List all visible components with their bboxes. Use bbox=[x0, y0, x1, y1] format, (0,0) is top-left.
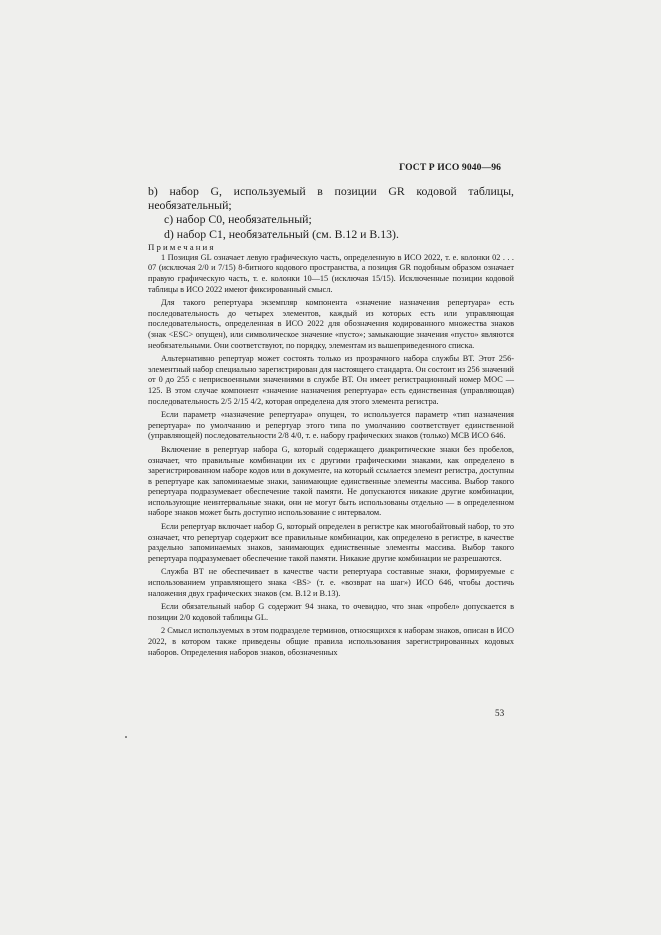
page-number: 53 bbox=[495, 708, 505, 718]
note-paragraph: 1 Позиция GL означает левую графическую часть, определенную в ИСО 2022, т. е. колонки 02 . . . 07 (исключая 2/0 и 7/15) 8-битного кодового пространства, а позиция GR подобным образом означает правую графическую часть, т. е. колонки 10—15 (исключая 15/15). Исключенные позиции кодовой таблицы в ИСО 2022 имеют фиксированный смысл. bbox=[148, 252, 514, 294]
list-item-c: c) набор C0, необязательный; bbox=[164, 212, 312, 227]
list-items bbox=[148, 184, 514, 241]
notes-text bbox=[148, 253, 514, 658]
note-paragraph: 2 Смысл используемых в этом подразделе терминов, относящихся к наборам знаков, описан в ИСО 2022, в котором также приведены общие правила использования зарегистрированных кодовых наборов. Определения наборов знаков, обозначенных bbox=[148, 626, 514, 657]
scan-speck bbox=[125, 736, 127, 738]
notes-heading: Примечания bbox=[148, 241, 216, 252]
list-item-d: d) набор C1, необязательный (см. B.12 и B.13). bbox=[164, 226, 399, 241]
page-body bbox=[148, 184, 514, 658]
note-paragraph: Служба ВТ не обеспечивает в качестве части репертуара составные знаки, формируемые с использованием управляющего знака <BS> (т. е. «возврат на шаг») ИСО 646, чтобы достичь наложения двух графических знаков (см. В.12 и В.13). bbox=[148, 567, 514, 598]
note-paragraph: Если обязательный набор G содержит 94 знака, то очевидно, что знак «пробел» допускается в позиции 2/0 кодовой таблицы GL. bbox=[148, 602, 514, 622]
note-paragraph: Если параметр «назначение репертуара» опущен, то используется параметр «тип назначения репертуара» по умолчанию и репертуар этого типа по умолчанию соответствует единственной (управляющей) последовательности 2/8 4/0, т. е. набору графических знаков (только) МСВ ИСО 646. bbox=[148, 410, 514, 441]
note-paragraph: Для такого репертуара экземпляр компонента «значение назначения репертуара» есть последовательность до четырех элементов, каждый из которых есть или управляющая последовательность, определенная в ИСО 2022 для обозначения кодированного множества знаков (знак <ESC> опущен), или символическое значение «пусто»; замыкающие значения «пусто» являются необязательными. Они соответствуют, по порядку, элементам из вышеприведенного списка. bbox=[148, 298, 514, 350]
document-header: ГОСТ Р ИСО 9040—96 bbox=[399, 162, 501, 173]
note-paragraph: Если репертуар включает набор G, который определен в регистре как многобайтовый набор, то это означает, что репертуар содержит все правильные комбинации, как определено в регистре, в качестве раздельно запоминаемых знаков, занимающих единственные элементы массива. Выбор такого репертуара подразумевает обеспечение такой памяти. Никакие другие комбинации не разрешаются. bbox=[148, 522, 514, 563]
note-paragraph: Альтернативно репертуар может состоять только из прозрачного набора службы ВТ. Этот 256-элементный набор специально зарегистрирован для настоящего стандарта. Он состоит из 256 значений от 0 до 255 с неприсвоенными значениями в службе ВТ. Он имеет регистрационный номер МОС — 125. В этом случае компонент «значение назначения репертуара» есть единственная (управляющая) последовательность 2/5 2/15 4/2, которая определена для этого элемента регистра. bbox=[148, 354, 514, 406]
note-paragraph: Включение в репертуар набора G, который содержащего диакритические знаки без пробелов, означает, что правильные комбинации их с другими графическими знаками, как определено в зарегистрированном наборе кодов или в документе, на который ссылается элемент регистра, доступны в репертуаре как запоминаемые знаки, занимающие единственные элементы массива. Выбор такого репертуара подразумевает обеспечение такой памяти. Не допускаются никакие другие комбинации, использующие неинтервальные знаки, они не могут быть использованы отдельно — в определенном наборе знаков может быть доступно использование с интервалом. bbox=[148, 444, 514, 518]
list-item-b: b) набор G, используемый в позиции GR кодовой таблицы, необязательный; bbox=[148, 184, 514, 213]
